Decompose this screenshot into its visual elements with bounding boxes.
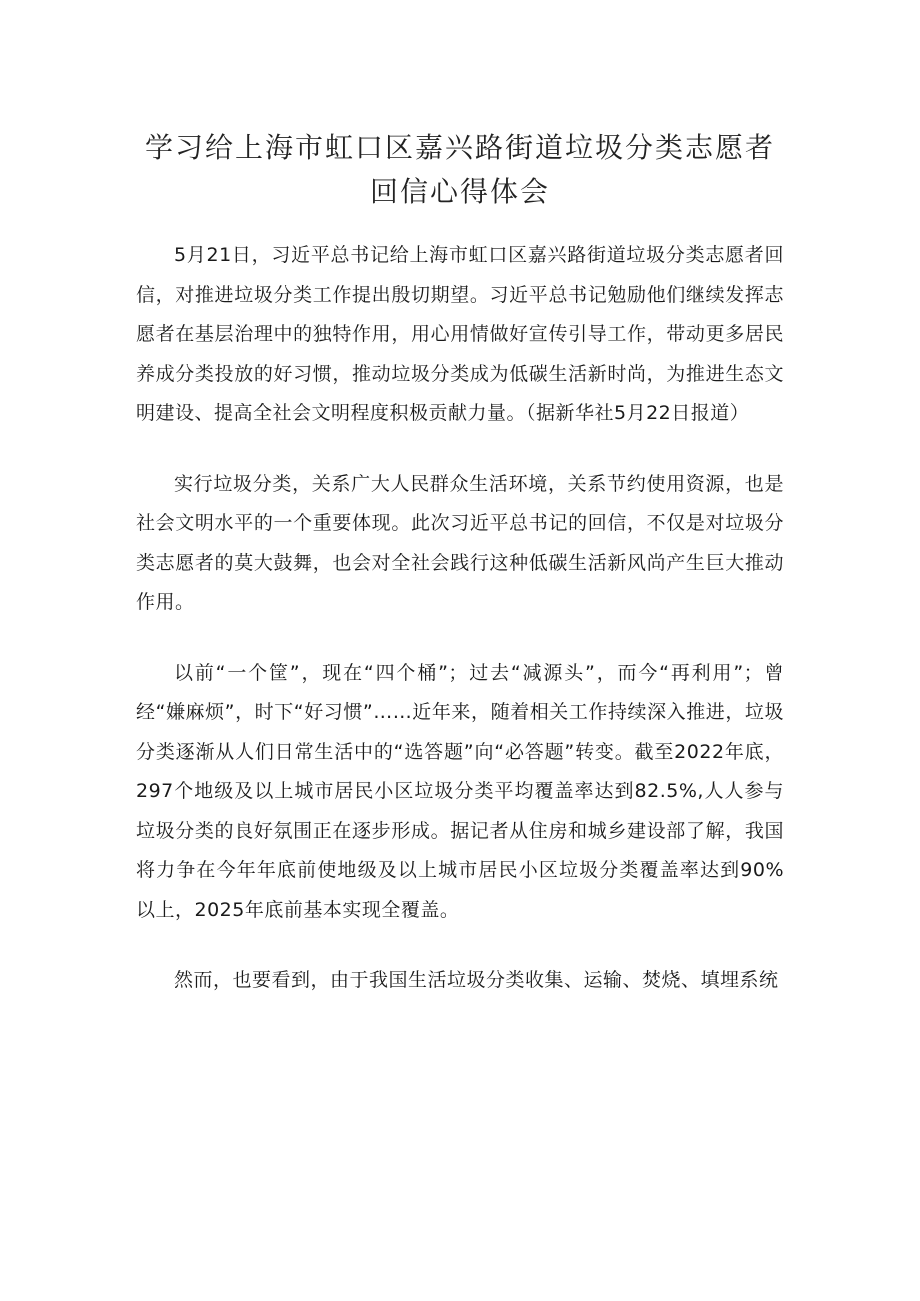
- paragraph-4: 然而，也要看到，由于我国生活垃圾分类收集、运输、焚烧、填埋系统: [174, 969, 779, 991]
- paragraph-2: 实行垃圾分类，关系广大人民群众生活环境，关系节约使用资源，也是社会文明水平的一个重要体现。此次习近平总书记的回信，不仅是对垃圾分类志愿者的莫大鼓舞，也会对全社会践行这种低碳生活新风尚产生巨大推动作用。: [136, 472, 784, 613]
- paragraph-1: 5月21日，习近平总书记给上海市虹口区嘉兴路街道垃圾分类志愿者回信，对推进垃圾分类工作提出殷切期望。习近平总书记勉励他们继续发挥志愿者在基层治理中的独特作用，用心用情做好宣传引导工作，带动更多居民养成分类投放的好习惯，推动垃圾分类成为低碳生活新时尚，为推进生态文明建设、提高全社会文明程度积极贡献力量。（据新华社5月22日报道）: [136, 244, 784, 424]
- paragraph-3: 以前“一个筐”，现在“四个桶”；过去“减源头”，而今“再利用”；曾经“嫌麻烦”，时下“好习惯”……近年来，随着相关工作持续深入推进，垃圾分类逐渐从人们日常生活中的“选答题”向“必答题”转变。截至2022年底，297个地级及以上城市居民小区垃圾分类平均覆盖率达到82.5%,人人参与垃圾分类的良好氛围正在逐步形成。据记者从住房和城乡建设部了解，我国将力争在今年年底前使地级及以上城市居民小区垃圾分类覆盖率达到90%以上，2025年底前基本实现全覆盖。: [136, 661, 784, 921]
- document-title: 学习给上海市虹口区嘉兴路街道垃圾分类志愿者回信心得体会: [144, 131, 775, 208]
